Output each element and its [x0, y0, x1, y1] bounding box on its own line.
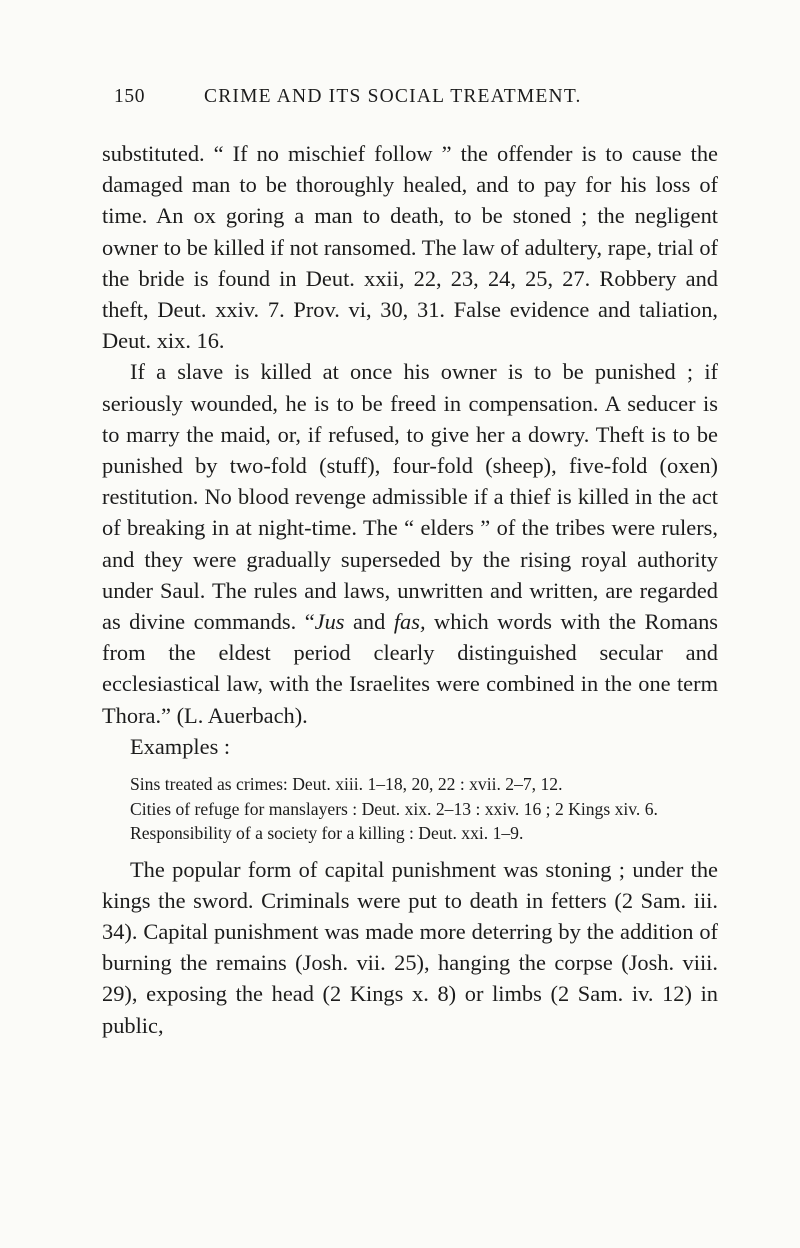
reference-list [102, 772, 718, 846]
paragraph-1: substituted. “ If no mischief follow ” the offender is to cause the damaged man to be thoroughly healed, and to pay for his loss of time. An ox goring a man to death, to be stoned ; the negligent owner to be killed if not ransomed. The law of adultery, rape, trial of the bride is found in Deut. xxii, 22, 23, 24, 25, 27. Robbery and theft, Deut. xxiv. 7. Prov. vi, 30, 31. False evidence and taliation, Deut. xix. 16. [102, 141, 718, 354]
examples-label: Examples : [130, 733, 231, 759]
paragraph-3: The popular form of capital punishment was stoning ; under the kings the sword. Criminals were put to death in fetters (2 Sam. iii. 34). Capital punishment was made more deterring by the addition of burning the remains (Josh. vii. 25), hanging the corpse (Josh. viii. 29), exposing the head (2 Kings x. 8) or limbs (2 Sam. iv. 12) in public, [102, 856, 718, 1038]
reference-item: Cities of refuge for manslayers : Deut. xix. 2–13 : xxiv. 16 ; 2 Kings xiv. 6. [130, 798, 658, 819]
reference-item: Responsibility of a society for a killing : Deut. xxi. 1–9. [130, 823, 524, 844]
jus-term: Jus [314, 609, 345, 635]
running-title: CRIME AND ITS SOCIAL TREATMENT. [204, 86, 582, 107]
paragraph-2-text-b: and [344, 609, 394, 635]
paragraph-2-text-c: which words with the Romans from the eldest period clearly distinguished secular and ecclesiastical law, with the Israelites were combined in the one term Thora.” (L. Auerbach). [102, 609, 718, 728]
page-body [102, 138, 718, 1041]
page-number: 150 [114, 86, 146, 107]
paragraph-2-text-a: If a slave is killed at once his owner is to be punished ; if seriously wounded, he is to be freed in compensation. A seducer is to marry the maid, or, if refused, to give her a dowry. Theft is to be punished by two-fold (stuff), four-fold (sheep), five-fold (oxen) restitution. No blood revenge admissible if a thief is killed in the act of breaking in at night-time. The “ elders ” of the tribes were rulers, and they were gradually superseded by the rising royal authority under Saul. The rules and laws, unwritten and written, are regarded as divine commands. “ [102, 359, 718, 635]
fas-term: fas, [393, 609, 426, 635]
paragraph-2 [102, 356, 718, 730]
reference-item: Sins treated as crimes: Deut. xiii. 1–18, 20, 22 : xvii. 2–7, 12. [130, 774, 563, 795]
page-header [114, 86, 720, 110]
